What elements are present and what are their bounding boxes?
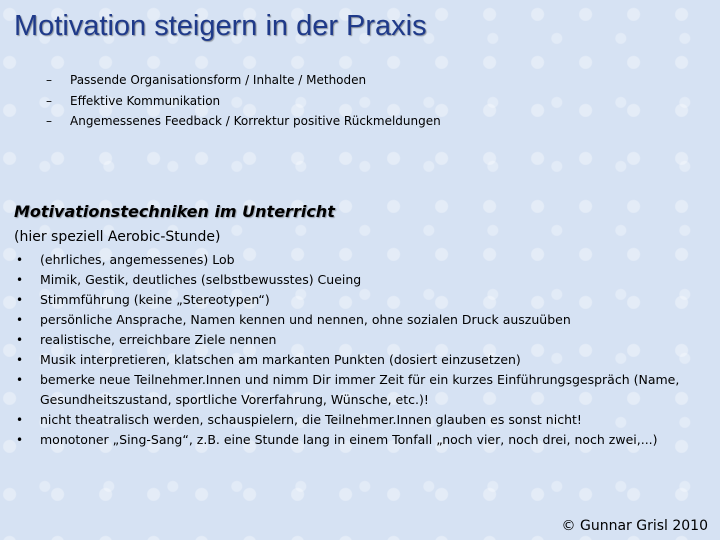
dash-marker: – (46, 93, 52, 108)
dash-item-text: Passende Organisationsform / Inhalte / Methoden (70, 73, 367, 87)
dash-item (46, 91, 441, 112)
dash-marker: – (46, 73, 52, 87)
list-item (16, 290, 706, 310)
dash-item (46, 70, 441, 91)
list-item (16, 410, 706, 430)
bullet-marker: • (16, 373, 24, 387)
dash-item-text: Effektive Kommunikation (70, 93, 221, 108)
list-item-text: nicht theatralisch werden, schauspielern, die Teilnehmer.Innen glauben es sonst nicht! (40, 412, 582, 427)
list-item-text: realistische, erreichbare Ziele nennen (40, 332, 277, 347)
bullet-marker: • (16, 273, 24, 287)
bullet-list (16, 250, 706, 450)
bullet-marker: • (16, 253, 24, 267)
section-subheading: (hier speziell Aerobic-Stunde) (14, 229, 221, 245)
list-item (16, 430, 706, 450)
dash-item-text: Angemessenes Feedback / Korrektur positive Rückmeldungen (70, 114, 441, 128)
copyright-footer: © Gunnar Grisl 2010 (561, 518, 708, 534)
list-item-text: Mimik, Gestik, deutliches (selbstbewusstes) Cueing (40, 272, 362, 287)
bullet-marker: • (16, 433, 24, 447)
dash-marker: – (46, 114, 52, 128)
list-item (16, 370, 706, 410)
dash-list (46, 70, 441, 132)
bullet-marker: • (16, 313, 24, 327)
list-item-text: Musik interpretieren, klatschen am markanten Punkten (dosiert einzusetzen) (40, 352, 521, 367)
section-heading: Motivationstechniken im Unterricht (14, 202, 335, 221)
list-item (16, 350, 706, 370)
list-item-text: Stimmführung (keine „Stereotypen“) (40, 292, 270, 307)
bullet-marker: • (16, 413, 24, 427)
list-item-text: monotoner „Sing-Sang“, z.B. eine Stunde lang in einem Tonfall „noch vier, noch drei, noch zwei,...) (40, 432, 658, 447)
list-item (16, 330, 706, 350)
bullet-marker: • (16, 353, 24, 367)
bullet-marker: • (16, 333, 24, 347)
list-item-text: persönliche Ansprache, Namen kennen und nennen, ohne sozialen Druck auszuüben (40, 312, 571, 327)
page-title: Motivation steigern in der Praxis (14, 10, 427, 42)
bullet-marker: • (16, 293, 24, 307)
list-item (16, 310, 706, 330)
list-item-text: (ehrliches, angemessenes) Lob (40, 252, 235, 267)
list-item (16, 250, 706, 270)
list-item-text: bemerke neue Teilnehmer.Innen und nimm Dir immer Zeit für ein kurzes Einführungsgespräch (Name, Gesundheitszustand, sportliche Vorerfahrung, Wünsche, etc.)! (40, 372, 680, 407)
dash-item (46, 111, 441, 132)
list-item (16, 270, 706, 290)
